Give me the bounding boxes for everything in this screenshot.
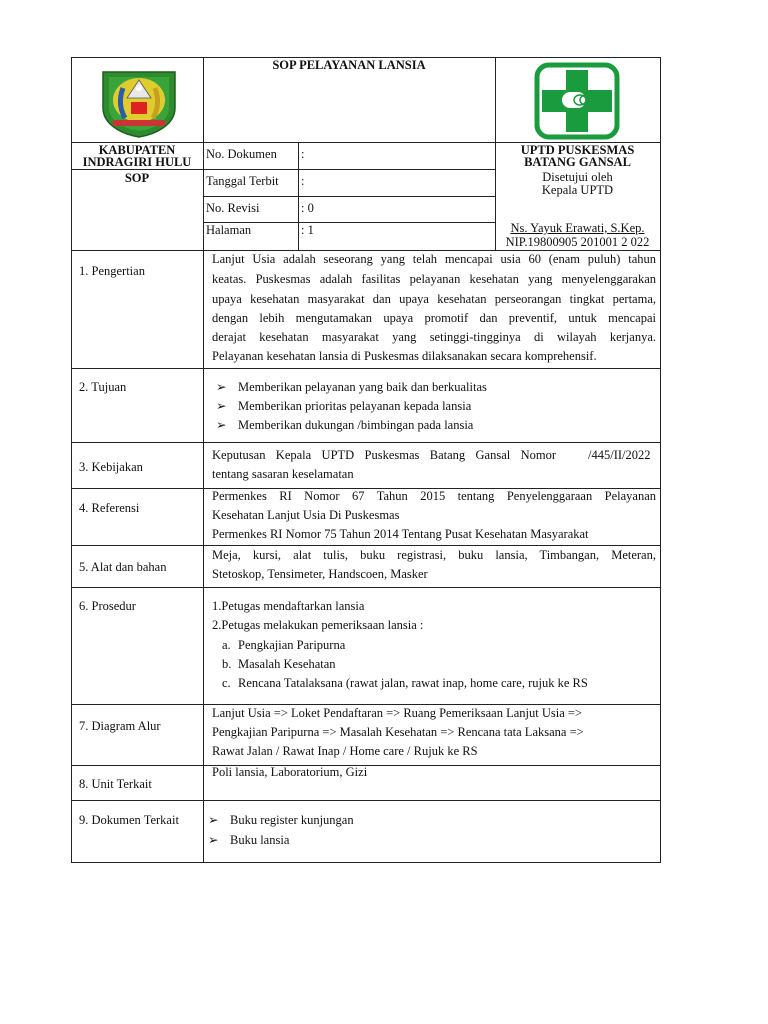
step: 2.Petugas melakukan pemeriksaan lansia : [212,618,424,632]
meta-label-tanggal-terbit: Tanggal Terbit [206,174,279,188]
paragraph-line: Stetoskop, Tensimeter, Handscoen, Masker [212,567,428,581]
paragraph-line: upaya kesehatan masyarakat dan upaya kesehatan perseorangan tingkat pertama, [212,292,656,306]
arrow-bullet-icon: ➢ [216,399,227,413]
substep-marker: b. [222,657,232,671]
list-item: ➢ Memberikan prioritas pelayanan kepada lansia [216,399,472,413]
meta-value-tanggal-terbit: : [301,174,305,188]
org-left-sop: SOP [124,171,150,185]
flow-line: Rawat Jalan / Rawat Inap / Home care / Rujuk ke RS [212,744,478,758]
org-right-line2: BATANG GANSAL [524,155,631,169]
step: 1.Petugas mendaftarkan lansia [212,599,365,613]
paragraph-line: dengan lebih mengutamakan upaya promotif dan preventif, untuk mencapai [212,311,656,325]
arrow-bullet-icon: ➢ [216,418,227,432]
substep-marker: c. [222,676,231,690]
org-right-line1: UPTD PUSKESMAS [520,143,635,157]
paragraph-line: Poli lansia, Laboratorium, Gizi [212,765,368,779]
kabupaten-emblem-icon [99,68,179,138]
list-item: ➢ Memberikan dukungan /bimbingan pada lansia [216,418,474,432]
substep: Pengkajian Paripurna [238,638,346,652]
org-left-line1: KABUPATEN [98,143,176,157]
section-label: 8. Unit Terkait [79,777,152,791]
paragraph-line: derajat kesehatan masyarakat yang setinggi-tingginya di wilayah kerjanya. [212,330,656,344]
section-label: 3. Kebijakan [79,460,143,474]
paragraph-line: Pelayanan kesehatan lansia di Puskesmas dilaksanakan secara komprehensif. [212,349,597,363]
section-label: 6. Prosedur [79,599,136,613]
substep-marker: a. [222,638,231,652]
puskesmas-cross-icon [534,62,620,140]
paragraph-line: Kesehatan Lanjut Usia Di Puskesmas [212,508,400,522]
meta-label-halaman: Halaman [206,223,252,237]
signer-nip: NIP.19800905 201001 2 022 [505,235,650,249]
paragraph-line: Keputusan Kepala UPTD Puskesmas Batang Gansal Nomor [212,448,556,462]
approval-line1: Disetujui oleh [542,170,613,184]
signer-name: Ns. Yayuk Erawati, S.Kep. [510,221,645,235]
paragraph-line: Lanjut Usia adalah seseorang yang telah mencapai usia 60 (enam puluh) tahun [212,252,656,266]
section-label: 5. Alat dan bahan [79,560,167,574]
paragraph-line: keatas. Puskesmas adalah fasilitas pelayanan kesehatan yang menyelenggarakan [212,272,656,286]
substep: Rencana Tatalaksana (rawat jalan, rawat inap, home care, rujuk ke RS [238,676,588,690]
flow-line: Pengkajian Paripurna => Masalah Kesehatan => Rencana tata Laksana => [212,725,584,739]
section-label: 4. Referensi [79,501,140,515]
paragraph-line: Permenkes RI Nomor 75 Tahun 2014 Tentang Pusat Kesehatan Masyarakat [212,527,589,541]
meta-value-no-revisi: : 0 [301,201,314,215]
arrow-bullet-icon: ➢ [208,813,219,827]
list-item: ➢ Buku register kunjungan [208,813,354,827]
org-left-line2: INDRAGIRI HULU [82,155,192,169]
arrow-bullet-icon: ➢ [208,833,219,847]
section-label: 7. Diagram Alur [79,719,161,733]
substep: Masalah Kesehatan [238,657,336,671]
arrow-bullet-icon: ➢ [216,380,227,394]
paragraph-line: Permenkes RI Nomor 67 Tahun 2015 tentang Penyelenggaraan Pelayanan [212,489,656,503]
page-title: SOP PELAYANAN LANSIA [272,58,426,72]
paragraph-line: Meja, kursi, alat tulis, buku registrasi, buku lansia, Timbangan, Meteran, [212,548,656,562]
paragraph-line: tentang sasaran keselamatan [212,467,354,481]
meta-value-no-dokumen: : [301,147,305,161]
approval-line2: Kepala UPTD [541,183,614,197]
section-label: 1. Pengertian [79,264,145,278]
list-item: ➢ Memberikan pelayanan yang baik dan berkualitas [216,380,487,394]
document-number: /445/II/2022 [588,448,651,462]
section-label: 9. Dokumen Terkait [79,813,179,827]
meta-value-halaman: : 1 [301,223,314,237]
meta-label-no-revisi: No. Revisi [206,201,260,215]
meta-label-no-dokumen: No. Dokumen [206,147,277,161]
section-label: 2. Tujuan [79,380,127,394]
list-item: ➢ Buku lansia [208,833,290,847]
flow-line: Lanjut Usia => Loket Pendaftaran => Ruang Pemeriksaan Lanjut Usia => [212,706,582,720]
